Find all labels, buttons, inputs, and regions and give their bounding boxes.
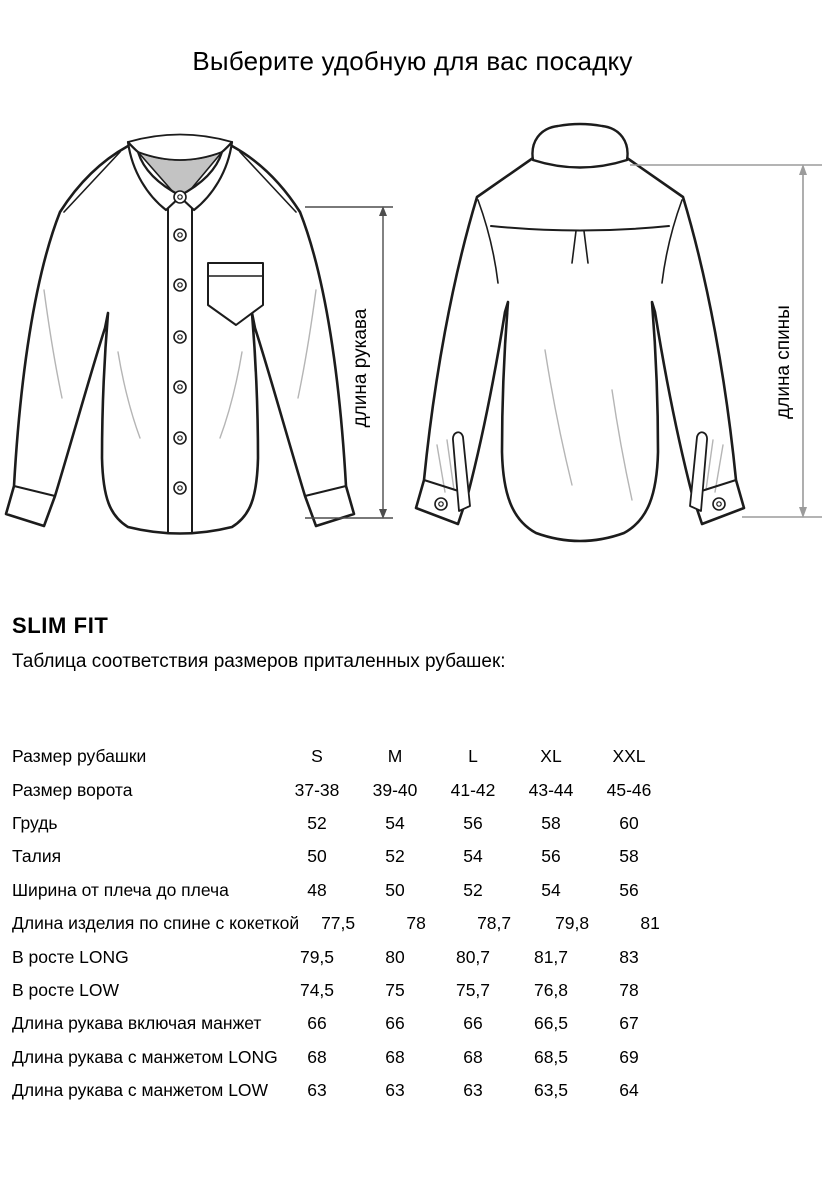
table-cell: 68 bbox=[385, 1046, 405, 1067]
table-cell: 78 bbox=[406, 913, 426, 934]
table-cell: 79,5 bbox=[299, 946, 335, 967]
table-row-6 bbox=[12, 940, 702, 973]
row-label: В росте LOW bbox=[12, 979, 120, 1000]
table-row-1 bbox=[12, 773, 702, 806]
table-cell: 43-44 bbox=[528, 779, 574, 800]
row-label: Талия bbox=[12, 846, 62, 867]
table-cell: 63 bbox=[385, 1080, 405, 1101]
section-subtitle: Таблица соответствия размеров приталенных рубашек: bbox=[12, 651, 506, 672]
row-label: Размер рубашки bbox=[12, 746, 147, 767]
table-cell: 77,5 bbox=[321, 913, 356, 934]
table-cell: 54 bbox=[385, 812, 405, 833]
table-cell: 64 bbox=[619, 1080, 639, 1101]
table-row-10 bbox=[12, 1074, 702, 1107]
table-cell: XXL bbox=[612, 746, 646, 767]
table-cell: 48 bbox=[307, 879, 327, 900]
size-table bbox=[12, 740, 702, 1107]
table-row-2 bbox=[12, 807, 702, 840]
table-cell: 66 bbox=[463, 1013, 483, 1034]
table-cell: 75,7 bbox=[455, 979, 491, 1000]
row-label: Длина рукава с манжетом LOW bbox=[12, 1080, 269, 1101]
table-cell: 80,7 bbox=[455, 946, 491, 967]
table-cell: 52 bbox=[307, 812, 327, 833]
table-row-header bbox=[12, 740, 702, 773]
row-label: Длина изделия по спине с кокеткой bbox=[12, 913, 300, 934]
table-cell: XL bbox=[540, 746, 562, 767]
row-label: Грудь bbox=[12, 812, 58, 833]
section-heading: SLIM FIT bbox=[12, 613, 109, 638]
table-cell: 74,5 bbox=[299, 979, 335, 1000]
table-cell: 78,7 bbox=[477, 913, 512, 934]
table-cell: 81 bbox=[640, 913, 660, 934]
table-cell: 50 bbox=[385, 879, 405, 900]
table-cell: 54 bbox=[463, 846, 483, 867]
table-cell: 41-42 bbox=[450, 779, 496, 800]
back-shirt-drawing bbox=[416, 124, 744, 541]
table-cell: 66,5 bbox=[533, 1013, 569, 1034]
row-label: Ширина от плеча до плеча bbox=[12, 879, 229, 900]
table-cell: 68,5 bbox=[533, 1046, 569, 1067]
shirt-diagrams bbox=[0, 100, 825, 570]
table-cell: 45-46 bbox=[606, 779, 652, 800]
row-label: Длина рукава с манжетом LONG bbox=[12, 1046, 278, 1067]
table-cell: 75 bbox=[385, 979, 405, 1000]
table-cell: 56 bbox=[463, 812, 483, 833]
table-cell: 68 bbox=[463, 1046, 483, 1067]
table-cell: 58 bbox=[541, 812, 561, 833]
row-label: Размер ворота bbox=[12, 779, 133, 800]
table-cell: 69 bbox=[619, 1046, 639, 1067]
table-cell: 80 bbox=[385, 946, 405, 967]
page-title: Выберите удобную для вас посадку bbox=[192, 46, 633, 76]
table-cell: 58 bbox=[619, 846, 639, 867]
table-cell: 68 bbox=[307, 1046, 327, 1067]
table-cell: 52 bbox=[463, 879, 483, 900]
sleeve-length-label: длина рукава bbox=[350, 308, 371, 428]
table-cell: 63,5 bbox=[533, 1080, 569, 1101]
table-row-9 bbox=[12, 1041, 702, 1074]
table-cell: 54 bbox=[541, 879, 561, 900]
back-length-label: длина спины bbox=[773, 305, 794, 419]
table-cell: 39-40 bbox=[372, 779, 418, 800]
shirt-diagram-svg bbox=[0, 100, 825, 570]
table-row-8 bbox=[12, 1007, 702, 1040]
table-cell: 50 bbox=[307, 846, 327, 867]
table-cell: L bbox=[468, 746, 478, 767]
table-cell: 63 bbox=[463, 1080, 483, 1101]
table-cell: 79,8 bbox=[555, 913, 590, 934]
front-shirt-drawing bbox=[6, 135, 354, 534]
table-cell: 52 bbox=[385, 846, 405, 867]
table-cell: 60 bbox=[619, 812, 639, 833]
table-cell: 81,7 bbox=[533, 946, 569, 967]
table-cell: 66 bbox=[307, 1013, 327, 1034]
table-cell: 78 bbox=[619, 979, 639, 1000]
table-cell: M bbox=[387, 746, 403, 767]
table-cell: 56 bbox=[541, 846, 561, 867]
table-cell: 76,8 bbox=[533, 979, 569, 1000]
table-cell: 63 bbox=[307, 1080, 327, 1101]
table-row-4 bbox=[12, 874, 702, 907]
row-label: В росте LONG bbox=[12, 946, 129, 967]
table-cell: 37-38 bbox=[294, 779, 340, 800]
table-cell: 66 bbox=[385, 1013, 405, 1034]
table-cell: S bbox=[311, 746, 323, 767]
table-cell: 56 bbox=[619, 879, 639, 900]
table-cell: 83 bbox=[619, 946, 639, 967]
table-row-5 bbox=[12, 907, 702, 940]
table-row-3 bbox=[12, 840, 702, 873]
row-label: Длина рукава включая манжет bbox=[12, 1013, 262, 1034]
table-cell: 67 bbox=[619, 1013, 639, 1034]
table-row-7 bbox=[12, 974, 702, 1007]
